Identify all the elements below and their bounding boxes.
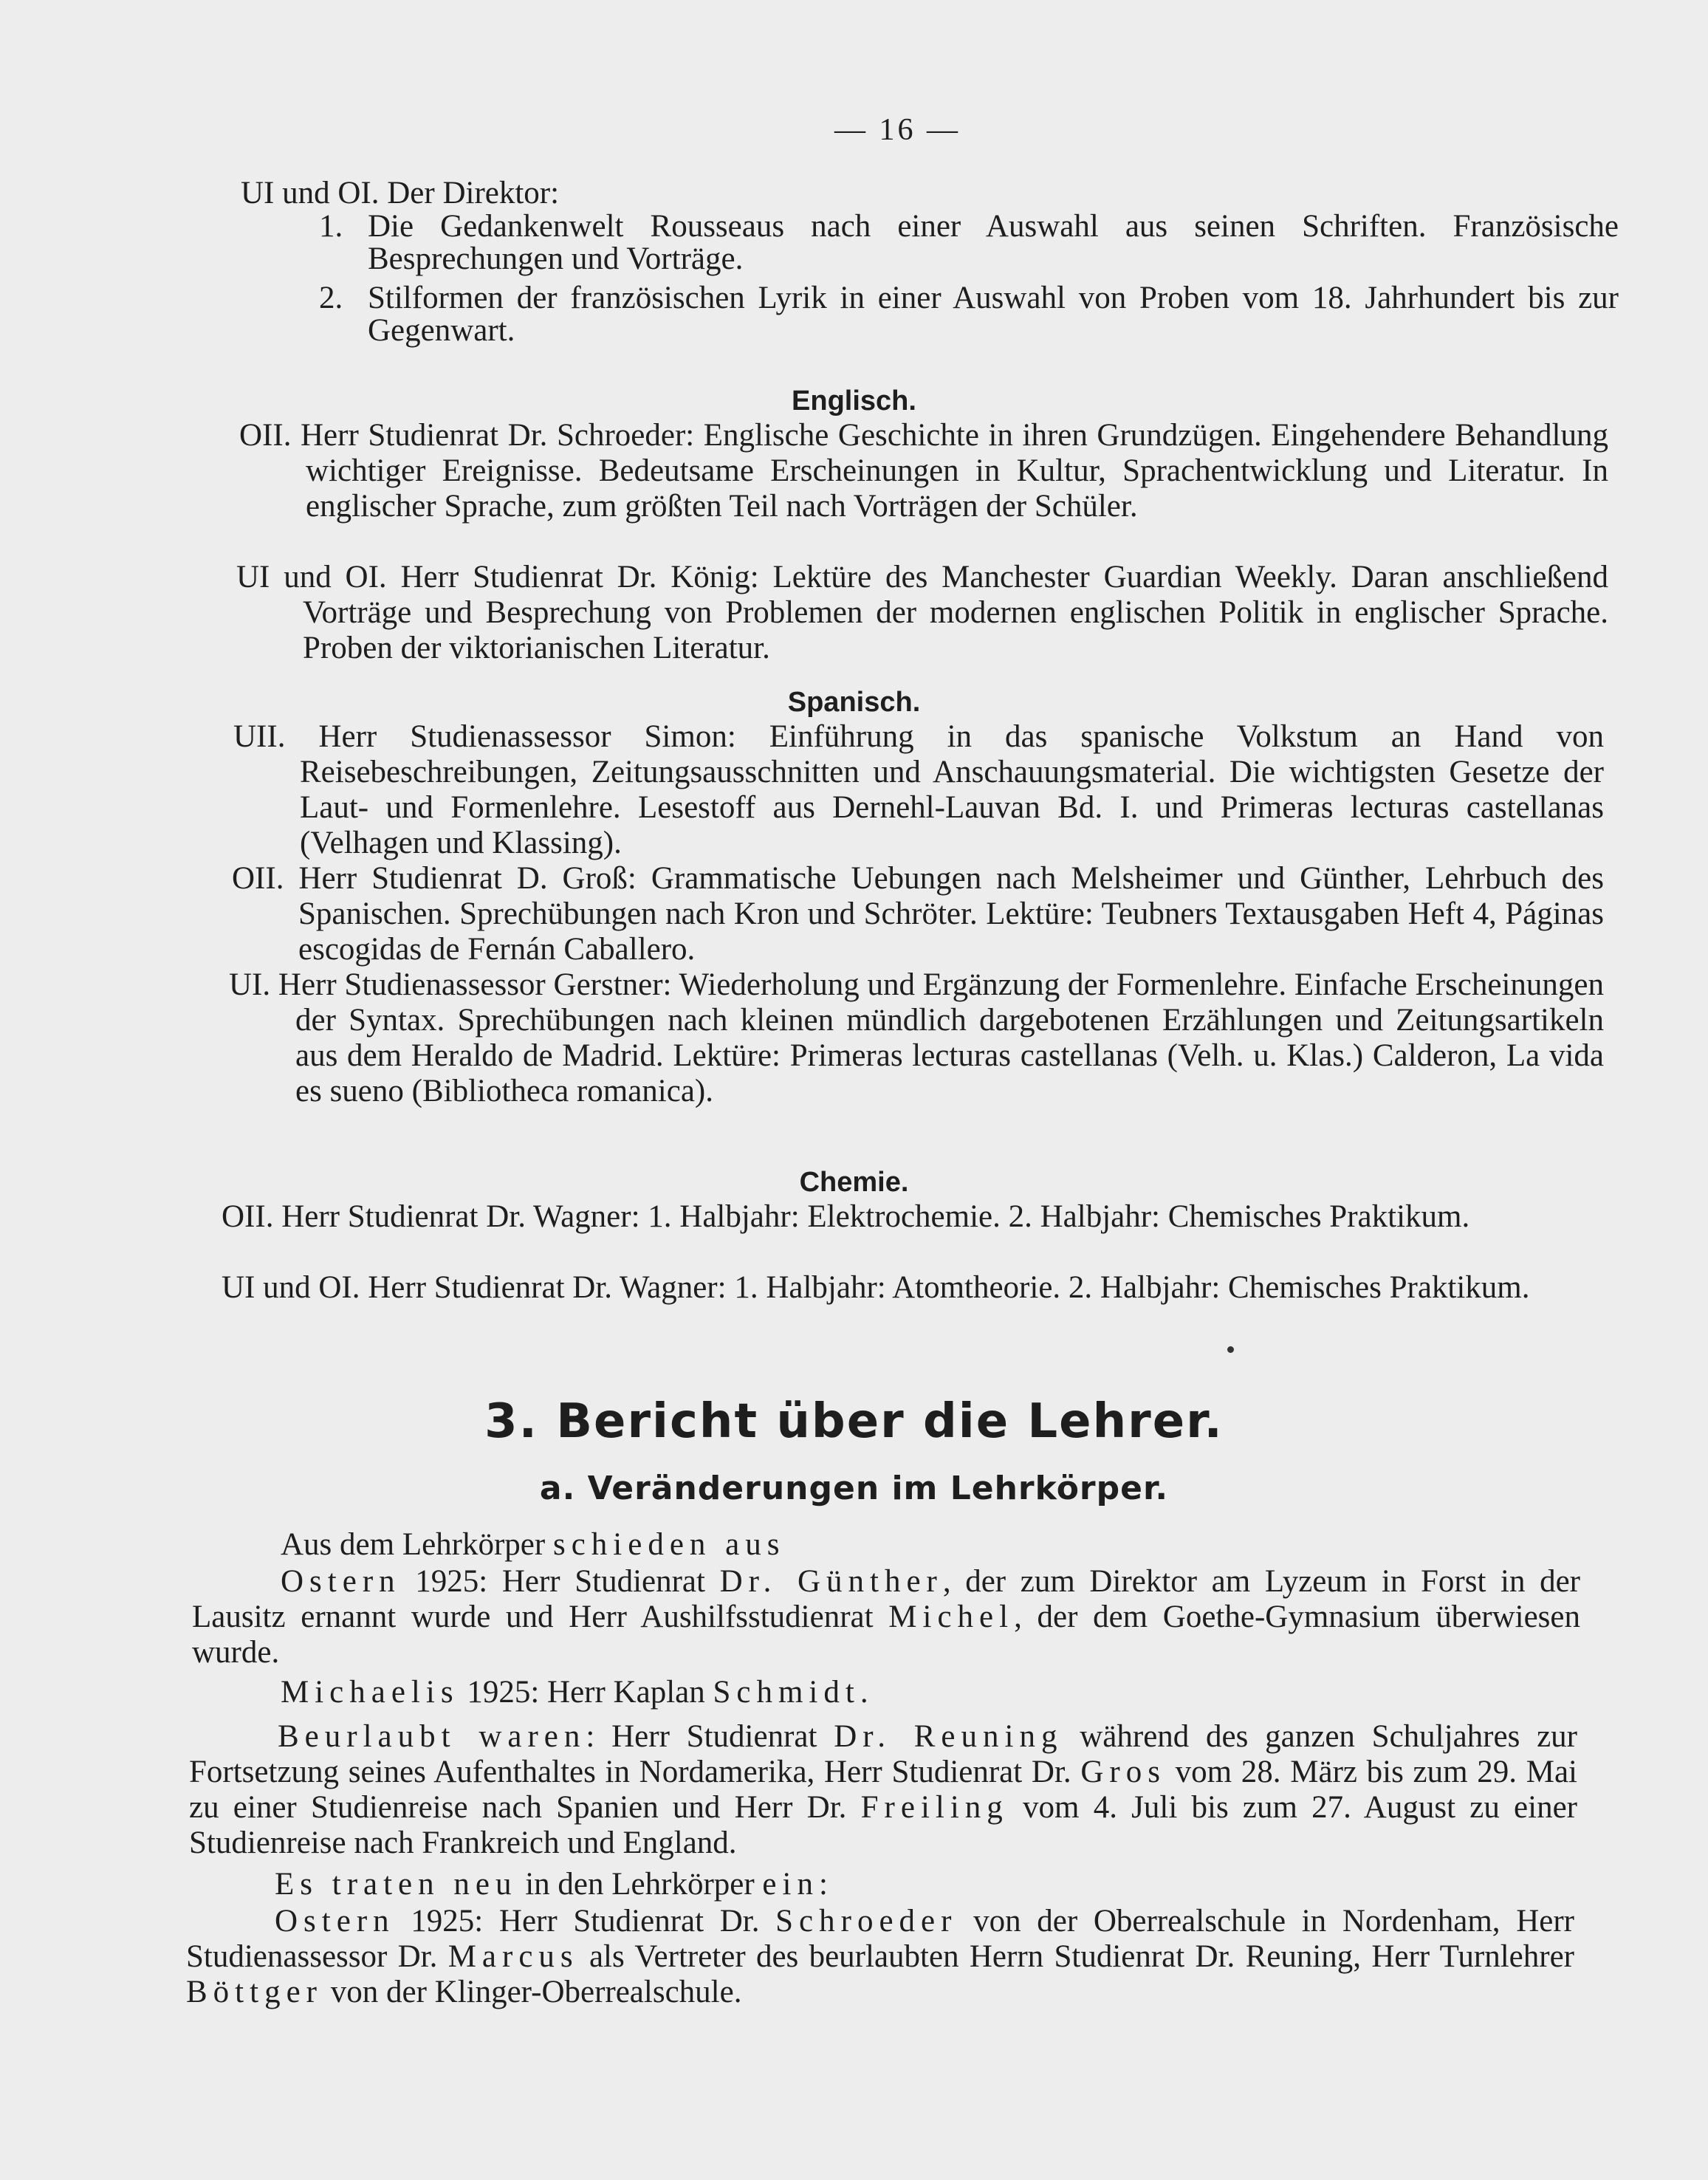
french-item-1 [319, 210, 1619, 275]
item-number: 2. [319, 281, 343, 315]
paragraph-1: Aus dem Lehrkörper schieden aus [281, 1527, 786, 1562]
spanisch-entry-3: UI. Herr Studienassessor Gerstner: Wiederholung und Ergänzung der Formenlehre. Einfache Erscheinungen der Syntax. Sprechübungen nach kleinen mündlich dargebotenen Erzählungen und Zeitungsartikeln aus dem Heraldo de Madrid. Lektüre: Primeras lecturas castellanas (Velh. u. Klas.) Calderon, La vida es sueno (Bibliotheca romanica). [229, 967, 1604, 1108]
paragraph-2: Ostern 1925: Herr Studienrat Dr. Günther, der zum Direktor am Lyzeum in Forst in der Lausitz ernannt wurde und Herr Aushilfsstudienrat Michel, der dem Goethe-Gymnasium überwiesen wurde. [192, 1564, 1581, 1670]
spanisch-entry-1: UII. Herr Studienassessor Simon: Einführung in das spanische Volkstum an Hand von Reisebeschreibungen, Zeitungsausschnitten und Anschauungsmaterial. Die wichtigsten Gesetze der Laut- und Formenlehre. Lesestoff aus Dernehl-Lauvan Bd. I. und Primeras lecturas castellanas (Velhagen und Klassing). [233, 719, 1604, 860]
chemie-entry-1: OII. Herr Studienrat Dr. Wagner: 1. Halbjahr: Elektrochemie. 2. Halbjahr: Chemisches Praktikum. [222, 1199, 1470, 1234]
item-text: Stilformen der französischen Lyrik in einer Auswahl von Proben vom 18. Jahrhundert bis zur Gegenwart. [368, 281, 1619, 348]
englisch-entry-2: UI und OI. Herr Studienrat Dr. König: Lektüre des Manchester Guardian Weekly. Daran anschließend Vorträge und Besprechung von Problemen der modernen englischen Politik in englischer Sprache. Proben der viktorianischen Literatur. [236, 560, 1608, 665]
heading-spanisch: Spanisch. [787, 687, 921, 718]
englisch-entry-1: OII. Herr Studienrat Dr. Schroeder: Englische Geschichte in ihren Grundzügen. Eingehendere Behandlung wichtiger Ereignisse. Bedeutsame Erscheinungen in Kultur, Sprachentwicklung und Literatur. In englischer Sprache, zum größten Teil nach Vorträgen der Schüler. [239, 418, 1608, 524]
ink-speck [1227, 1346, 1234, 1353]
paragraph-6: Ostern 1925: Herr Studienrat Dr. Schroeder von der Oberrealschule in Nordenham, Herr Studienassessor Dr. Marcus als Vertreter des beurlaubten Herrn Studienrat Dr. Reuning, Herr Turnlehrer Böttger von der Klinger-Oberrealschule. [186, 1904, 1574, 2009]
paragraph-4: Beurlaubt waren: Herr Studienrat Dr. Reuning während des ganzen Schuljahres zur Fortsetzung seines Aufenthaltes in Nordamerika, Herr Studienrat Dr. Gros vom 28. März bis zum 29. Mai zu einer Studienreise nach Spanien und Herr Dr. Freiling vom 4. Juli bis zum 27. August zu einer Studienreise nach Frankreich und England. [189, 1719, 1577, 1860]
french-item-2 [319, 282, 1619, 347]
french-intro: UI und OI. Der Direktor: [241, 176, 560, 210]
heading-chemie: Chemie. [799, 1167, 909, 1198]
paragraph-3: Michaelis 1925: Herr Kaplan Schmidt. [281, 1675, 868, 1710]
spanisch-entry-2: OII. Herr Studienrat D. Groß: Grammatische Uebungen nach Melsheimer und Günther, Lehrbuch des Spanischen. Sprechübungen nach Kron und Schröter. Lektüre: Teubners Textausgaben Heft 4, Páginas escogidas de Fernán Caballero. [232, 861, 1604, 967]
item-number: 1. [319, 209, 343, 244]
section-heading: 3. Bericht über die Lehrer. [484, 1394, 1224, 1449]
page-number: — 16 — [834, 113, 961, 147]
section-subheading: a. Veränderungen im Lehrkörper. [539, 1470, 1169, 1507]
paragraph-5: Es traten neu in den Lehrkörper ein: [275, 1867, 828, 1902]
item-text: Die Gedankenwelt Rousseaus nach einer Auswahl aus seinen Schriften. Französische Besprechungen und Vorträge. [368, 209, 1619, 276]
heading-englisch: Englisch. [792, 385, 916, 417]
chemie-entry-2: UI und OI. Herr Studienrat Dr. Wagner: 1. Halbjahr: Atomtheorie. 2. Halbjahr: Chemisches Praktikum. [222, 1270, 1530, 1305]
